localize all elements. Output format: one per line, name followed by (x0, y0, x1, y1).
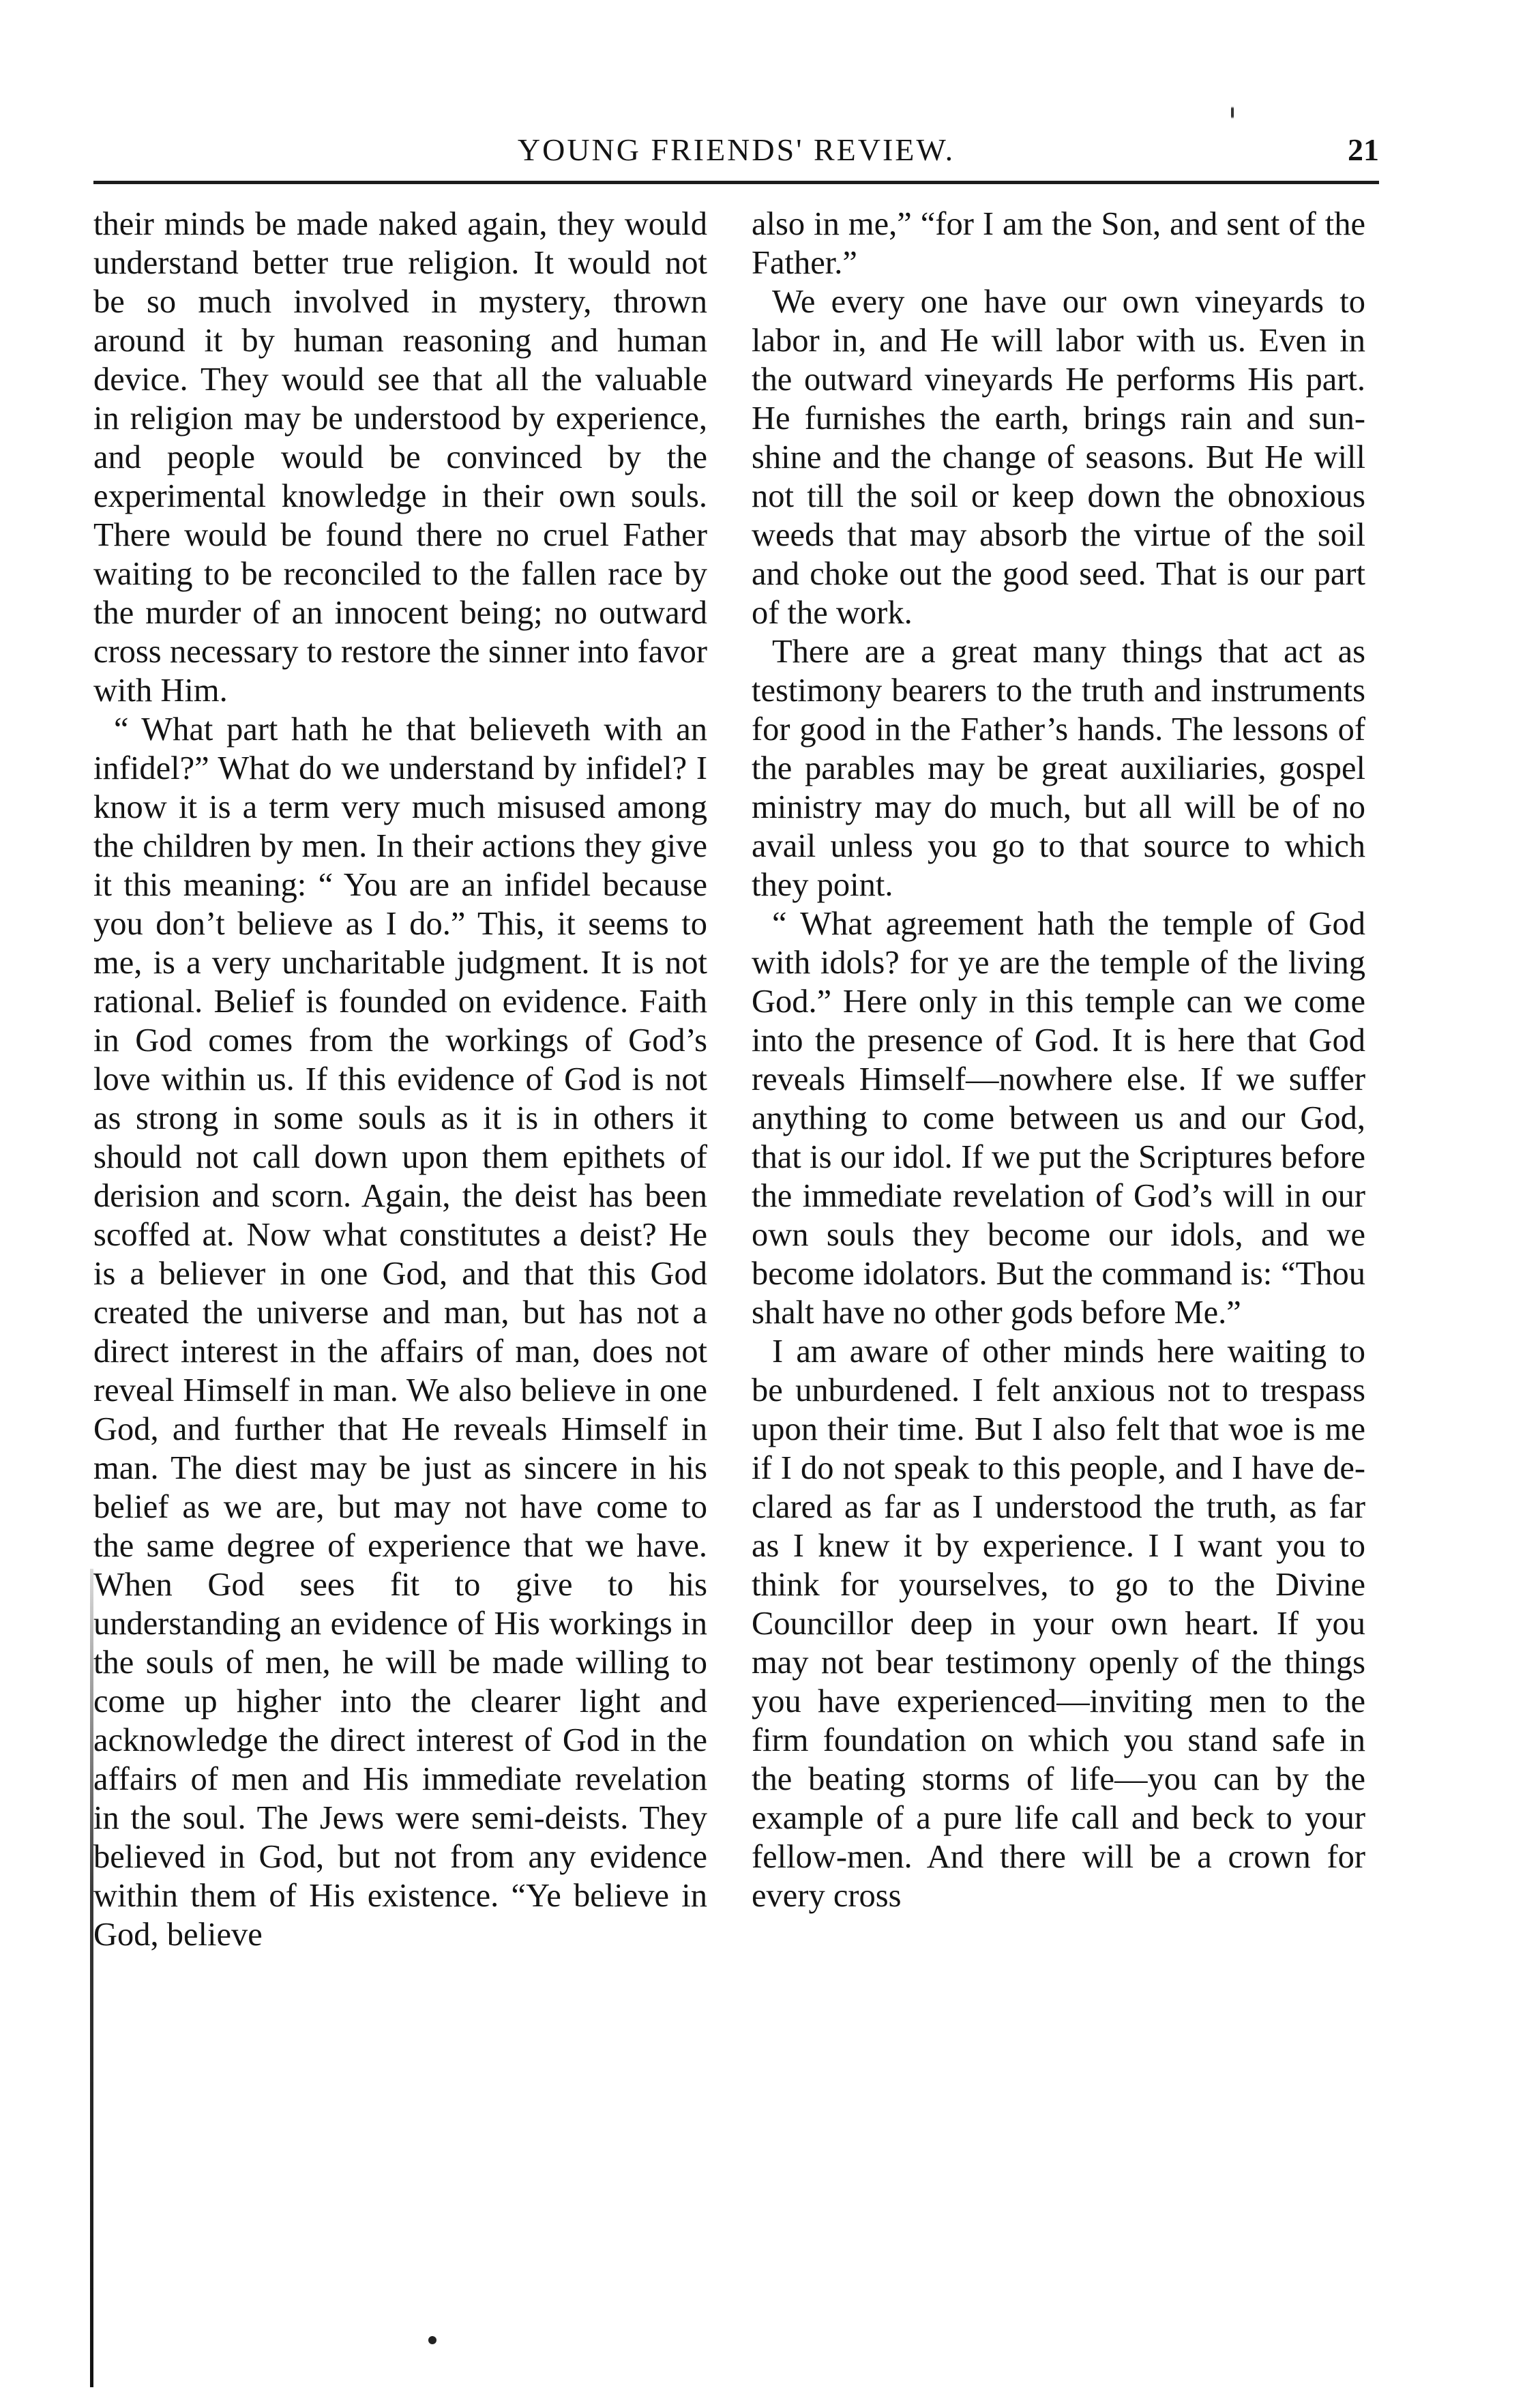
journal-title: YOUNG FRIENDS' REVIEW. (517, 132, 956, 167)
paragraph: also in me,” “for I am the Son, and sent of the Father.” (752, 206, 1365, 281)
header-rule (93, 181, 1379, 184)
binding-edge-line (90, 1569, 93, 2387)
paragraph: “ What agreement hath the temple of God with idols? for ye are the temple of the living God.” Here only in this temple can we come into the presence of God. It is here that God reveals Himself—nowhere else. If we suffer anything to come between us and our God, that is our idol. If we put the Scriptures before the immediate revelation of God’s will in our own souls they become our idols, and we become idolators. But the command is: “Thou shalt have no other gods before Me.” (752, 906, 1365, 1331)
paragraph: We every one have our own vineyards to labor in, and He will labor with us. Even in the outward vineyards He performs His part. He furnishes the earth, brings rain and sunshine and the change of seasons. But He will not till the soil or keep down the obnoxious weeds that may absorb the virtue of the soil and choke out the good seed. That is our part of the work. (752, 284, 1365, 631)
paragraph: their minds be made naked again, they would understand better true religion. It would not be so much involved in mystery, thrown around it by human reasoning and human device. They would see that all the valuable in religion may be understood by experience, and people would be convinced by the experimental knowledge in their own souls. There would be found there no cruel Father waiting to be reconciled to the fallen race by the murder of an innocent being; no outward cross necessary to restore the sinner into favor with Him. (93, 206, 707, 709)
paragraph: There are a great many things that act as testimony bearers to the truth and instruments for good in the Father’s hands. The lessons of the parables may be great auxiliaries, gospel ministry may do much, but all will be of no avail unless you go to that source to which they point. (752, 634, 1365, 903)
print-speck (1231, 102, 1234, 123)
page-number: 21 (1348, 132, 1379, 167)
right-column (752, 205, 1365, 1915)
paragraph: “ What part hath he that believeth with an infidel?” What do we understand by infidel? I know it is a term very much misused among the children by men. In their actions they give it this meaning: “ You are an infidel because you don’t believe as I do.” This, it seems to me, is a very uncharitable judgment. It is not rational. Belief is founded on evidence. Faith in God comes from the workings of God’s love within us. If this evidence of God is not as strong in some souls as it is in others it should not call down upon them epithets of derision and scorn. Again, the deist has been scoffed at. Now what constitutes a deist? He is a believer in one God, and that this God created the universe and man, but has not a direct interest in the affairs of man, does not reveal Himself in man. We also believe in one God, and further that He reveals Himself in man. The diest may be just as sincere in his belief as we are, but may not have come to the same degree of experience that we have. When God sees fit to give to his understanding an evidence of His workings in the souls of men, he will be made willing to come up higher into the clearer light and acknowledge the direct interest of God in the affairs of men and His immediate revelation in the soul. The Jews were semi-deists. They believed in God, but not from any evidence within them of His existence. “Ye believe in God, believe (93, 711, 707, 1953)
print-dot (428, 2336, 436, 2344)
running-header (93, 130, 1379, 177)
left-column (93, 205, 707, 1954)
paragraph: I am aware of other minds here waiting to be unburdened. I felt anxious not to trespass upon their time. But I also felt that woe is me if I do not speak to this people, and I have declared as far as I understood the truth, as far as I knew it by experience. I I want you to think for yourselves, to go to the Divine Councillor deep in your own heart. If you may not bear testimony openly of the things you have experienced—inviting men to the firm foundation on which you stand safe in the beating storms of life—you can by the example of a pure life call and beck to your fellow-men. And there will be a crown for every cross (752, 1333, 1365, 1914)
